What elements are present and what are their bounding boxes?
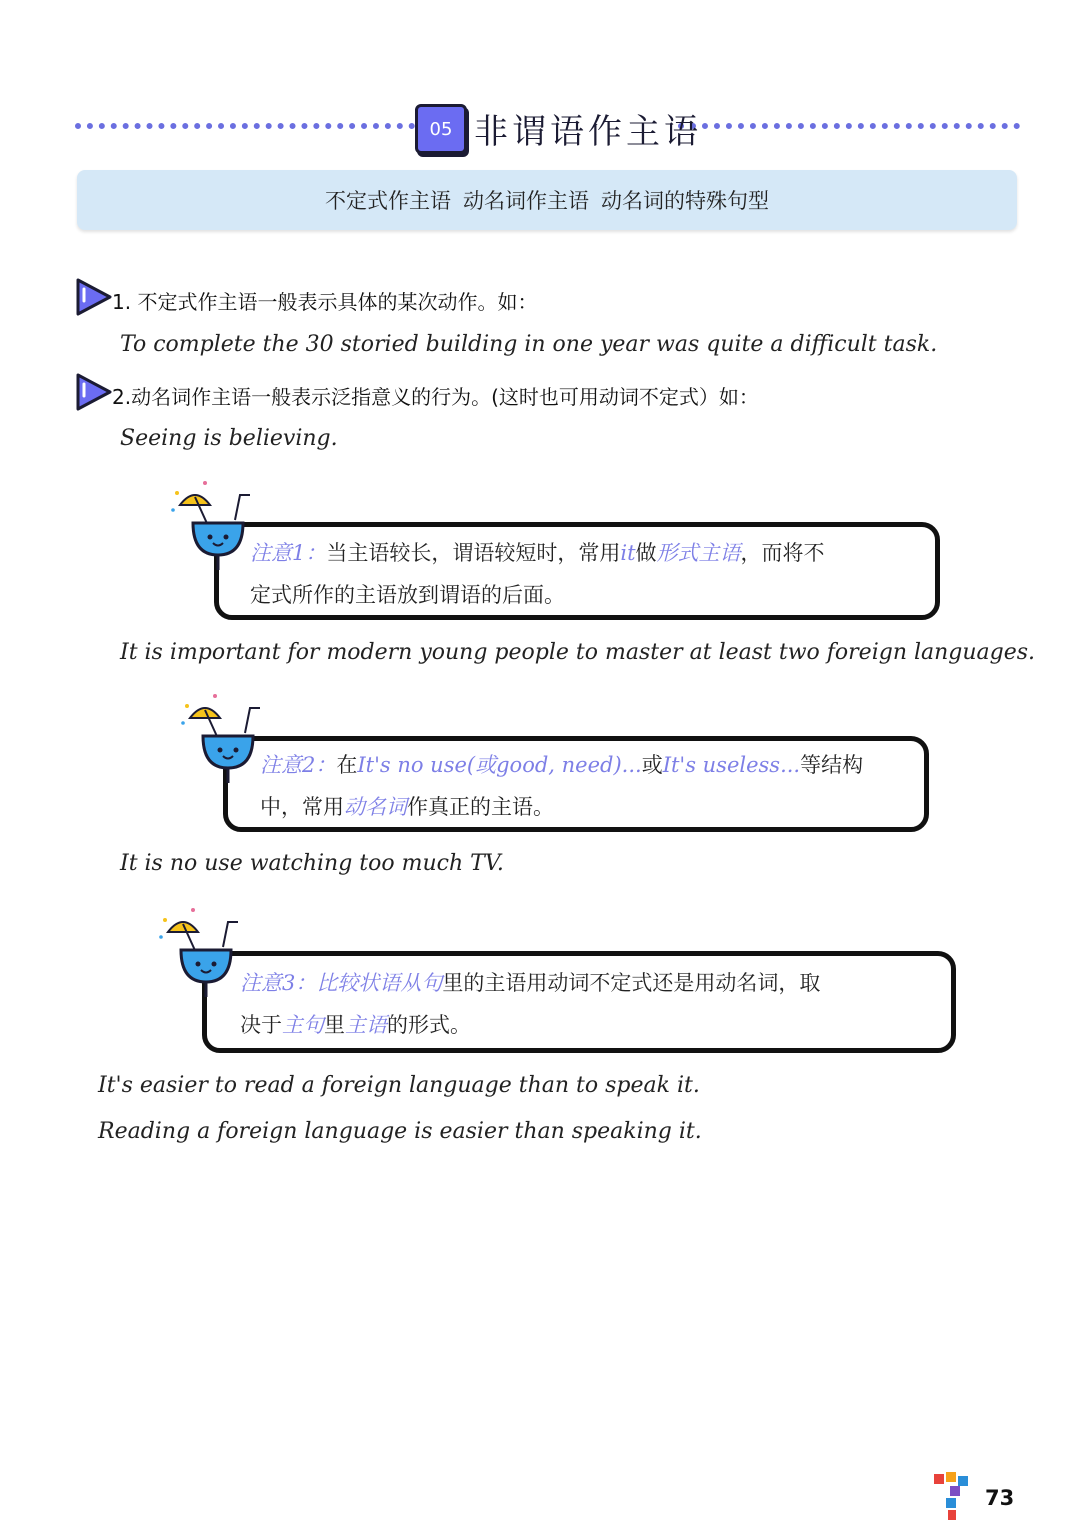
note-highlight: it	[620, 541, 636, 565]
section-title: 非谓语作主语	[474, 112, 702, 152]
subtitle-item: 动名词的特殊句型	[601, 189, 769, 213]
note-text-segment: 定式所作的主语放到谓语的后面。	[250, 583, 565, 607]
header-dotted-line-left	[75, 123, 415, 129]
note-highlight: 或	[475, 753, 497, 777]
note-highlight: 主语	[345, 1013, 387, 1037]
note-text-segment: 作真正的主语。	[407, 795, 554, 819]
note-text-segment: 中，常用	[260, 795, 344, 819]
note-highlight: It's useless...	[662, 753, 801, 777]
publisher-logo-icon	[930, 1470, 974, 1524]
play-triangle-icon	[74, 372, 114, 412]
note-text-segment: 的形式。	[387, 1013, 471, 1037]
header-dotted-line-right	[678, 123, 1020, 129]
note-3-label: 注意3：	[240, 971, 317, 995]
subtitle-item: 不定式作主语	[325, 189, 451, 213]
point-2-text: 2.动名词作主语一般表示泛指意义的行为。(这时也可用动词不定式）如：	[112, 385, 759, 409]
note-text-segment: 里的主语用动词不定式还是用动名词，取	[442, 971, 821, 995]
note-1-example: It is important for modern young people to master at least two foreign languages.	[120, 640, 1036, 665]
page-number: 73	[985, 1486, 1015, 1510]
note-highlight: 主句	[282, 1013, 324, 1037]
note-text-segment: ，而将不	[740, 541, 825, 565]
note-highlight: 形式主语	[656, 541, 741, 565]
note-text-segment: 当主语较长，谓语较短时，常用	[326, 541, 621, 565]
point-2-example: Seeing is believing.	[120, 426, 338, 451]
subtitle-bar	[77, 170, 1017, 230]
section-number-badge: 05	[415, 104, 467, 154]
note-highlight: 比较状语从句	[316, 971, 443, 995]
note-highlight: 动名词	[344, 795, 407, 819]
note-text-segment: 做	[635, 541, 657, 565]
play-triangle-icon	[74, 277, 114, 317]
note-3-example-1: It's easier to read a foreign language than to speak it.	[98, 1073, 700, 1098]
note-2-example: It is no use watching too much TV.	[120, 851, 504, 876]
subtitle-item: 动名词作主语	[463, 189, 589, 213]
note-highlight: It's no use(	[357, 753, 476, 777]
note-text-segment: 等结构	[800, 753, 864, 777]
note-3-example-2: Reading a foreign language is easier than speaking it.	[98, 1119, 702, 1144]
note-2-label: 注意2：	[260, 753, 337, 777]
note-1-label: 注意1：	[250, 541, 327, 565]
note-3-text	[240, 962, 930, 1046]
point-1-text: 1. 不定式作主语一般表示具体的某次动作。如：	[112, 290, 538, 314]
note-text-segment: 或	[641, 753, 663, 777]
note-text-segment: 决于	[240, 1013, 282, 1037]
note-text-segment: 里	[324, 1013, 345, 1037]
point-1-example: To complete the 30 storied building in one year was quite a difficult task.	[120, 332, 938, 357]
note-text-segment: 在	[336, 753, 358, 777]
note-highlight: good, need)...	[496, 753, 642, 777]
note-2-text	[260, 744, 910, 828]
note-1-text	[250, 532, 920, 616]
